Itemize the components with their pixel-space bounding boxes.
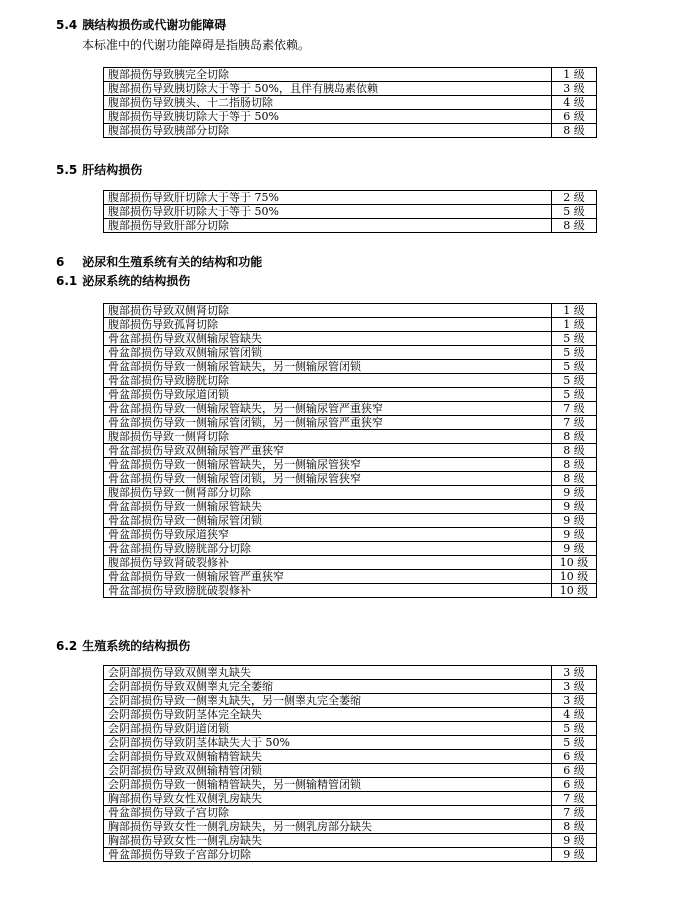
table-row	[104, 68, 597, 82]
section-heading-6-1	[56, 274, 190, 288]
table-row	[104, 556, 597, 570]
disability-grade: 8 级	[552, 820, 597, 834]
injury-description: 骨盆部损伤导致尿道狭窄	[104, 528, 552, 542]
table-row	[104, 722, 597, 736]
injury-description: 骨盆部损伤导致双侧输尿管缺失	[104, 332, 552, 346]
section-heading-5-4	[56, 18, 226, 32]
section-note: 本标准中的代谢功能障碍是指胰岛素依赖。	[82, 38, 311, 52]
injury-description: 会阴部损伤导致一侧睾丸缺失，另一侧睾丸完全萎缩	[104, 694, 552, 708]
table-row	[104, 191, 597, 205]
injury-description: 骨盆部损伤导致一侧输尿管缺失，另一侧输尿管闭锁	[104, 360, 552, 374]
injury-description: 骨盆部损伤导致子宫切除	[104, 806, 552, 820]
disability-grade: 7 级	[552, 806, 597, 820]
table-row	[104, 528, 597, 542]
injury-description: 骨盆部损伤导致膀胱部分切除	[104, 542, 552, 556]
section-number: 5.4	[56, 18, 78, 32]
injury-description: 胸部损伤导致女性双侧乳房缺失	[104, 792, 552, 806]
table-row	[104, 219, 597, 233]
disability-grade: 4 级	[552, 96, 597, 110]
disability-grade: 1 级	[552, 68, 597, 82]
table-row	[104, 514, 597, 528]
section-number: 5.5	[56, 163, 78, 177]
table-row	[104, 820, 597, 834]
disability-grade: 3 级	[552, 82, 597, 96]
disability-grade: 5 级	[552, 360, 597, 374]
table-row	[104, 570, 597, 584]
disability-grade: 8 级	[552, 430, 597, 444]
table-row	[104, 848, 597, 862]
table-row	[104, 360, 597, 374]
table-row	[104, 736, 597, 750]
table-row	[104, 96, 597, 110]
table-row	[104, 416, 597, 430]
disability-grade: 10 级	[552, 556, 597, 570]
disability-grade: 1 级	[552, 318, 597, 332]
injury-description: 骨盆部损伤导致一侧输尿管缺失，另一侧输尿管狭窄	[104, 458, 552, 472]
grade-table-6-1	[103, 303, 597, 598]
disability-grade: 8 级	[552, 219, 597, 233]
table-row	[104, 346, 597, 360]
section-heading-6	[56, 255, 262, 269]
disability-grade: 1 级	[552, 304, 597, 318]
injury-description: 骨盆部损伤导致双侧输尿管严重狭窄	[104, 444, 552, 458]
disability-grade: 5 级	[552, 374, 597, 388]
table-row	[104, 374, 597, 388]
disability-grade: 9 级	[552, 514, 597, 528]
table-row	[104, 402, 597, 416]
injury-description: 腹部损伤导致胰部分切除	[104, 124, 552, 138]
disability-grade: 4 级	[552, 708, 597, 722]
injury-description: 腹部损伤导致肝切除大于等于 50%	[104, 205, 552, 219]
injury-description: 会阴部损伤导致双侧输精管缺失	[104, 750, 552, 764]
injury-description: 腹部损伤导致孤肾切除	[104, 318, 552, 332]
disability-grade: 9 级	[552, 542, 597, 556]
section-heading-6-2	[56, 639, 190, 653]
section-title: 肝结构损伤	[82, 163, 143, 177]
disability-grade: 6 级	[552, 778, 597, 792]
injury-description: 腹部损伤导致一侧肾部分切除	[104, 486, 552, 500]
table-row	[104, 82, 597, 96]
table-row	[104, 124, 597, 138]
section-heading-5-5	[56, 163, 142, 177]
table-row	[104, 304, 597, 318]
table-row	[104, 834, 597, 848]
injury-description: 骨盆部损伤导致膀胱切除	[104, 374, 552, 388]
table-row	[104, 318, 597, 332]
table-row	[104, 764, 597, 778]
section-number: 6.2	[56, 639, 78, 653]
injury-description: 骨盆部损伤导致子宫部分切除	[104, 848, 552, 862]
disability-grade: 10 级	[552, 584, 597, 598]
table-row	[104, 332, 597, 346]
disability-grade: 5 级	[552, 388, 597, 402]
disability-grade: 5 级	[552, 332, 597, 346]
injury-description: 腹部损伤导致胰完全切除	[104, 68, 552, 82]
table-row	[104, 444, 597, 458]
disability-grade: 10 级	[552, 570, 597, 584]
table-row	[104, 792, 597, 806]
injury-description: 骨盆部损伤导致尿道闭锁	[104, 388, 552, 402]
injury-description: 会阴部损伤导致双侧睾丸缺失	[104, 666, 552, 680]
disability-grade: 5 级	[552, 722, 597, 736]
injury-description: 腹部损伤导致肾破裂修补	[104, 556, 552, 570]
section-title: 泌尿和生殖系统有关的结构和功能	[82, 255, 263, 269]
injury-description: 骨盆部损伤导致一侧输尿管闭锁，另一侧输尿管狭窄	[104, 472, 552, 486]
table-row	[104, 666, 597, 680]
injury-description: 腹部损伤导致一侧肾切除	[104, 430, 552, 444]
grade-table-5-4	[103, 67, 597, 138]
injury-description: 会阴部损伤导致阴茎体完全缺失	[104, 708, 552, 722]
disability-grade: 9 级	[552, 848, 597, 862]
disability-grade: 6 级	[552, 764, 597, 778]
table-row	[104, 680, 597, 694]
injury-description: 腹部损伤导致双侧肾切除	[104, 304, 552, 318]
injury-description: 会阴部损伤导致阴茎体缺失大于 50%	[104, 736, 552, 750]
section-title: 泌尿系统的结构损伤	[82, 274, 191, 288]
disability-grade: 3 级	[552, 680, 597, 694]
disability-grade: 3 级	[552, 666, 597, 680]
disability-grade: 2 级	[552, 191, 597, 205]
table-row	[104, 486, 597, 500]
section-title: 生殖系统的结构损伤	[82, 639, 191, 653]
disability-grade: 8 级	[552, 444, 597, 458]
disability-grade: 8 级	[552, 124, 597, 138]
injury-description: 骨盆部损伤导致膀胱破裂修补	[104, 584, 552, 598]
injury-description: 腹部损伤导致胰切除大于等于 50%	[104, 110, 552, 124]
table-row	[104, 110, 597, 124]
injury-description: 骨盆部损伤导致一侧输尿管严重狭窄	[104, 570, 552, 584]
table-row	[104, 388, 597, 402]
injury-description: 会阴部损伤导致阴道闭锁	[104, 722, 552, 736]
injury-description: 腹部损伤导致胰头、十二指肠切除	[104, 96, 552, 110]
injury-description: 骨盆部损伤导致一侧输尿管缺失	[104, 500, 552, 514]
disability-grade: 9 级	[552, 500, 597, 514]
disability-grade: 6 级	[552, 110, 597, 124]
table-row	[104, 750, 597, 764]
table-row	[104, 500, 597, 514]
injury-description: 骨盆部损伤导致一侧输尿管缺失，另一侧输尿管严重狭窄	[104, 402, 552, 416]
injury-description: 骨盆部损伤导致一侧输尿管闭锁，另一侧输尿管严重狭窄	[104, 416, 552, 430]
table-row	[104, 778, 597, 792]
injury-description: 腹部损伤导致肝切除大于等于 75%	[104, 191, 552, 205]
injury-description: 骨盆部损伤导致一侧输尿管闭锁	[104, 514, 552, 528]
table-row	[104, 458, 597, 472]
injury-description: 会阴部损伤导致双侧输精管闭锁	[104, 764, 552, 778]
injury-description: 会阴部损伤导致双侧睾丸完全萎缩	[104, 680, 552, 694]
disability-grade: 9 级	[552, 834, 597, 848]
section-title: 胰结构损伤或代谢功能障碍	[82, 18, 227, 32]
section-number: 6.1	[56, 274, 78, 288]
disability-grade: 8 级	[552, 472, 597, 486]
disability-grade: 8 级	[552, 458, 597, 472]
table-row	[104, 806, 597, 820]
table-row	[104, 542, 597, 556]
disability-grade: 7 级	[552, 792, 597, 806]
disability-grade: 5 级	[552, 205, 597, 219]
injury-description: 胸部损伤导致女性一侧乳房缺失，另一侧乳房部分缺失	[104, 820, 552, 834]
injury-description: 腹部损伤导致胰切除大于等于 50%，且伴有胰岛素依赖	[104, 82, 552, 96]
disability-grade: 9 级	[552, 528, 597, 542]
disability-grade: 5 级	[552, 736, 597, 750]
injury-description: 腹部损伤导致肝部分切除	[104, 219, 552, 233]
table-row	[104, 430, 597, 444]
table-row	[104, 694, 597, 708]
grade-table-5-5	[103, 190, 597, 233]
disability-grade: 6 级	[552, 750, 597, 764]
table-row	[104, 708, 597, 722]
disability-grade: 3 级	[552, 694, 597, 708]
grade-table-6-2	[103, 665, 597, 862]
section-number: 6	[56, 255, 65, 269]
injury-description: 会阴部损伤导致一侧输精管缺失，另一侧输精管闭锁	[104, 778, 552, 792]
disability-grade: 5 级	[552, 346, 597, 360]
table-row	[104, 472, 597, 486]
disability-grade: 7 级	[552, 416, 597, 430]
disability-grade: 9 级	[552, 486, 597, 500]
table-row	[104, 584, 597, 598]
injury-description: 胸部损伤导致女性一侧乳房缺失	[104, 834, 552, 848]
disability-grade: 7 级	[552, 402, 597, 416]
injury-description: 骨盆部损伤导致双侧输尿管闭锁	[104, 346, 552, 360]
table-row	[104, 205, 597, 219]
